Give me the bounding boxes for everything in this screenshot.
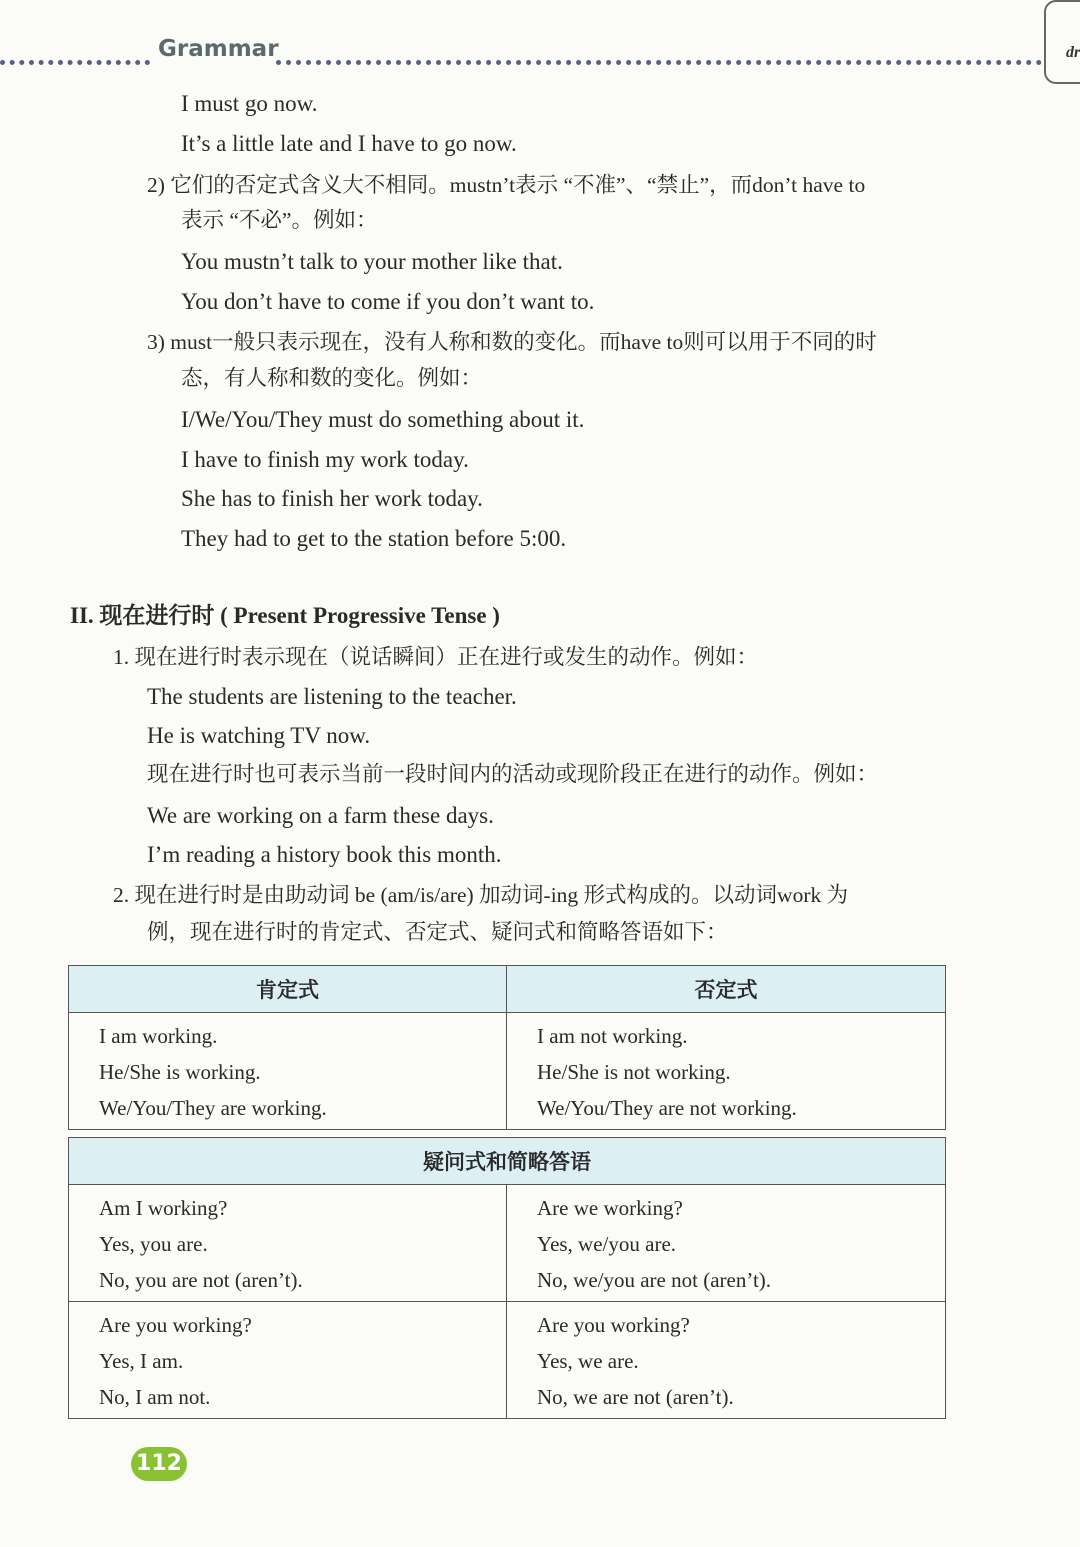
page-number-badge: 112 [131,1447,187,1481]
text-line: 态，有人称和数的变化。例如： [181,366,483,390]
table-cell-line: Yes, we/you are. [537,1232,677,1256]
table-cell [507,1185,946,1302]
text-line: They had to get to the station before 5:00. [181,526,567,551]
text-line: You don’t have to come if you don’t want to. [181,289,595,314]
table-header-negative: 否定式 [507,966,946,1013]
page-tab-label: dr [1066,44,1080,61]
header-dotted-rule-left [0,40,150,65]
text-line: She has to finish her work today. [181,486,483,511]
table-cell [507,1302,946,1419]
text-line: I/We/You/They must do something about it. [181,407,585,432]
table-cell-line: Yes, I am. [99,1349,184,1373]
text-line: The students are listening to the teacher. [147,684,517,709]
table-cell-line: No, we/you are not (aren’t). [537,1268,772,1292]
table-cell-line: We/You/They are not working. [537,1096,797,1120]
table-cell-affirmative [69,1013,507,1130]
table-cell-line: Are you working? [537,1313,690,1337]
table-header-affirmative: 肯定式 [69,966,507,1013]
text-line: 3) must一般只表示现在，没有人称和数的变化。而have to则可以用于不同的时 [147,330,877,354]
table-cell-line: Are you working? [99,1313,252,1337]
table-cell [69,1302,507,1419]
text-line: We are working on a farm these days. [147,803,494,828]
text-line: It’s a little late and I have to go now. [181,131,517,156]
table-cell [69,1185,507,1302]
table-cell-line: Are we working? [537,1196,683,1220]
table-cell-negative [507,1013,946,1130]
text-line: I have to finish my work today. [181,447,469,472]
table-header-questions: 疑问式和简略答语 [69,1138,946,1185]
table-cell-line: Yes, you are. [99,1232,208,1256]
text-line: 表示 “不必”。例如： [181,208,378,232]
text-line: I’m reading a history book this month. [147,842,502,867]
table-cell-line: Yes, we are. [537,1349,639,1373]
table-cell-line: He/She is working. [99,1060,261,1084]
table-cell-line: Am I working? [99,1196,228,1220]
text-line: He is watching TV now. [147,723,371,748]
page-tab-edge [1044,0,1080,84]
header-dotted-rule-right [276,40,1052,65]
table-cell-line: No, we are not (aren’t). [537,1385,734,1409]
section-heading: II. 现在进行时 ( Present Progressive Tense ) [70,603,500,628]
text-line: You mustn’t talk to your mother like that. [181,249,563,274]
table-cell-line: We/You/They are working. [99,1096,327,1120]
table-cell-line: He/She is not working. [537,1060,731,1084]
text-line: 2) 它们的否定式含义大不相同。mustn’t表示 “不准”、“禁止”，而don’t have to [147,173,866,197]
table-cell-line: I am not working. [537,1024,688,1048]
text-line: 例，现在进行时的肯定式、否定式、疑问式和简略答语如下： [147,920,728,944]
questions-table [68,1137,946,1419]
section-header-title: Grammar [158,36,279,62]
text-line: 2. 现在进行时是由助动词 be (am/is/are) 加动词-ing 形式构成的。以动词work 为 [113,883,849,907]
text-line: I must go now. [181,91,318,116]
text-line: 现在进行时也可表示当前一段时间内的活动或现阶段正在进行的动作。例如： [147,762,879,786]
table-cell-line: I am working. [99,1024,218,1048]
table-cell-line: No, I am not. [99,1385,211,1409]
table-cell-line: No, you are not (aren’t). [99,1268,303,1292]
text-line: 1. 现在进行时表示现在（说话瞬间）正在进行或发生的动作。例如： [113,645,759,669]
forms-table [68,965,946,1130]
